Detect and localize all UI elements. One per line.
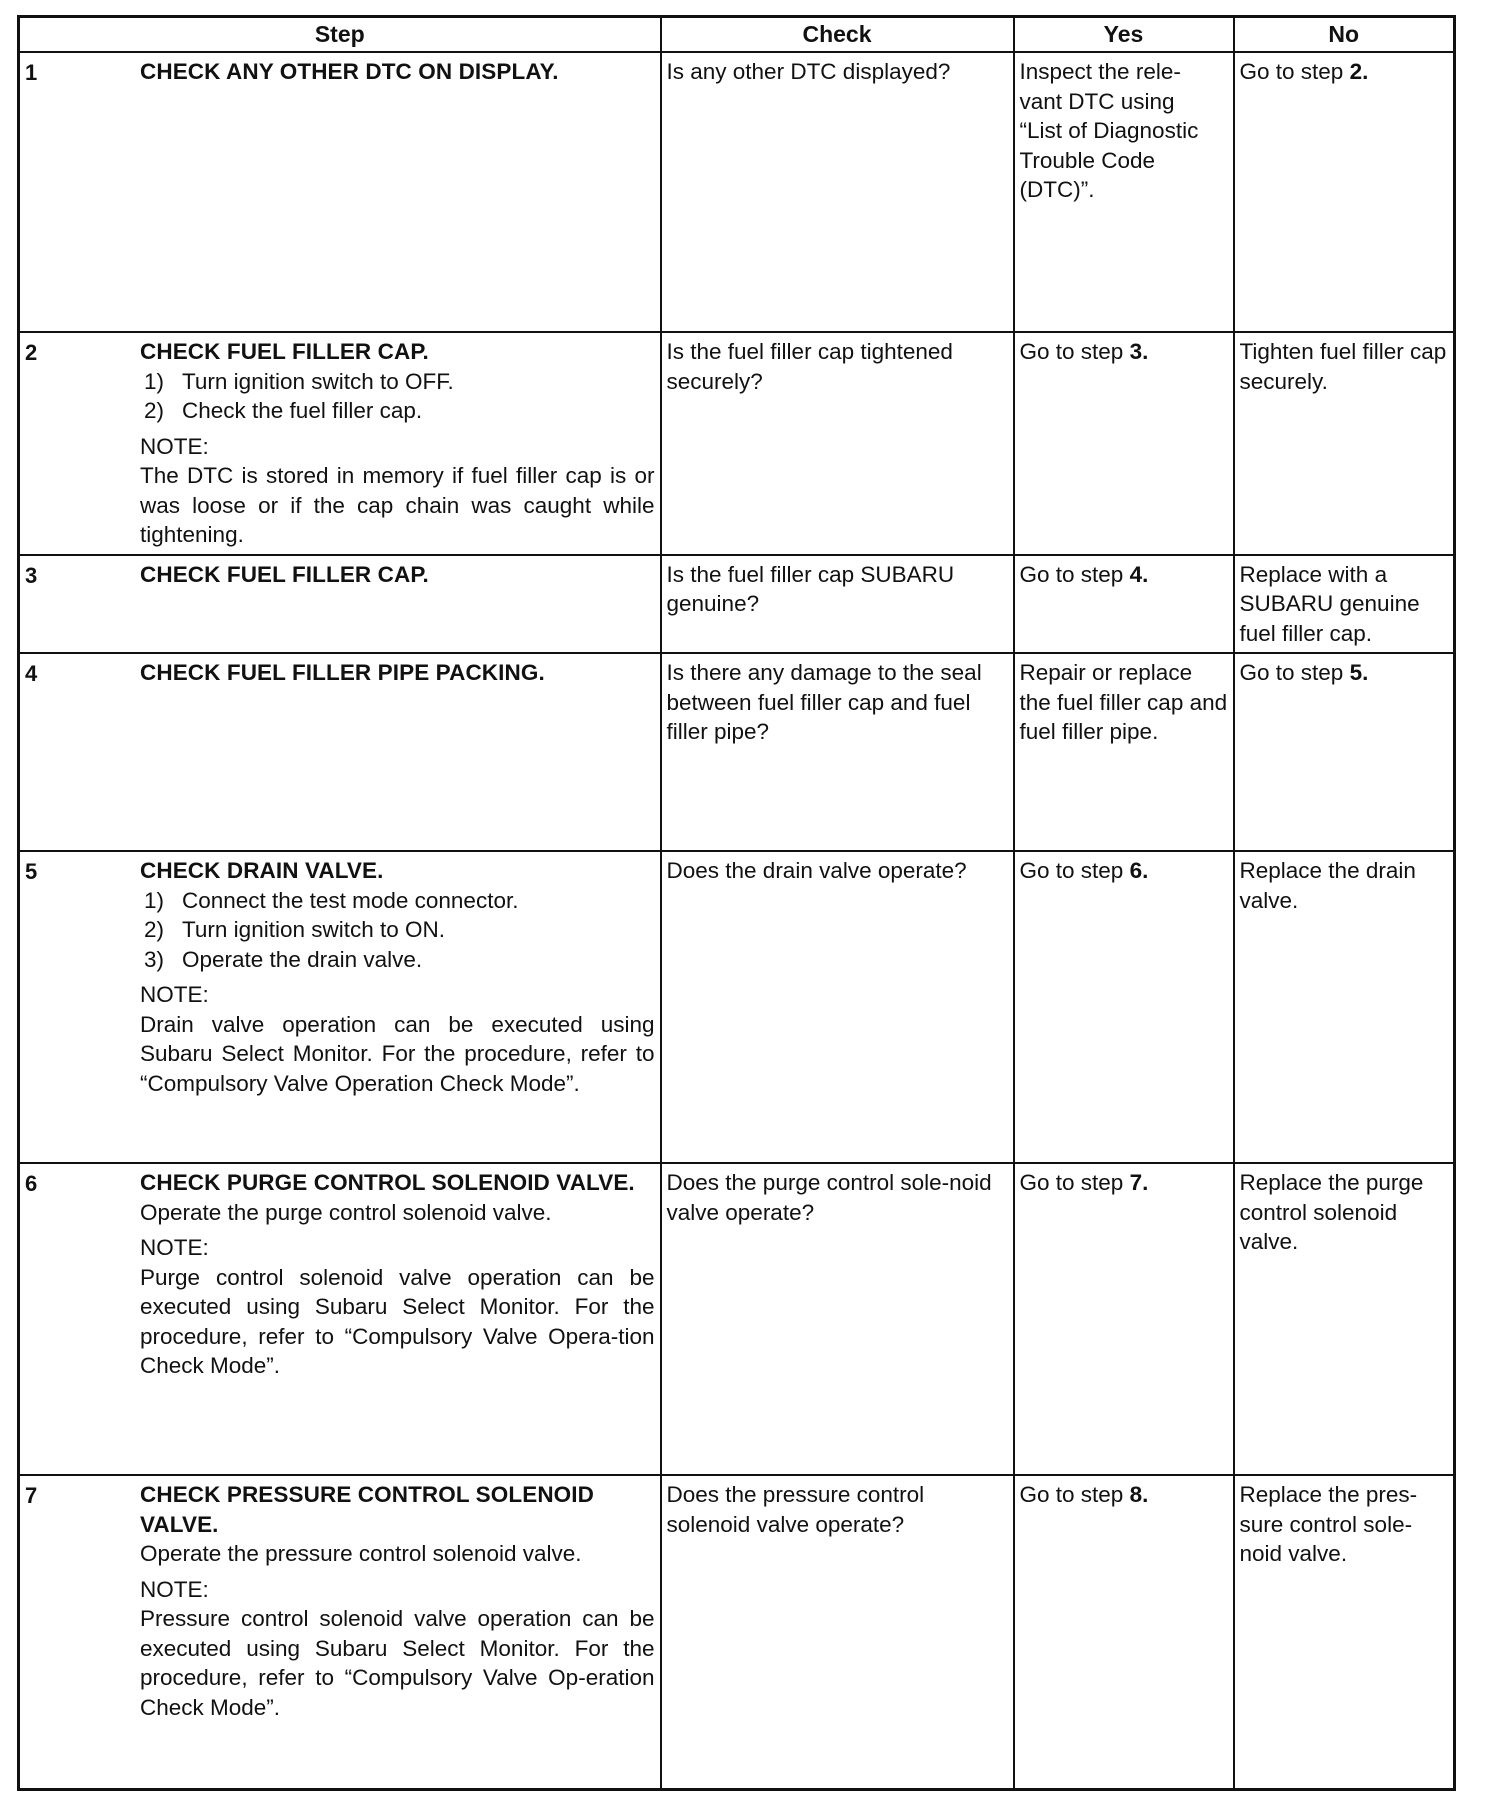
list-item <box>140 915 655 945</box>
goto-step-number: 4. <box>1129 561 1149 587</box>
no-text <box>1235 654 1454 692</box>
step-title: CHECK FUEL FILLER CAP. <box>140 339 429 364</box>
goto-step-number: 5. <box>1349 660 1369 685</box>
step-instruction: Operate the pressure control solenoid valve. <box>140 1541 582 1566</box>
check-cell <box>661 851 1014 1163</box>
goto-prefix: Go to step <box>1239 660 1350 685</box>
table-row <box>19 1475 1455 1789</box>
yes-text <box>1015 333 1233 371</box>
item-text: Operate the drain valve. <box>182 946 423 972</box>
step-instructions <box>140 367 655 426</box>
table-row <box>19 555 1455 654</box>
goto-step-number: 8. <box>1129 1482 1149 1507</box>
goto-prefix: Go to step <box>1019 1170 1130 1195</box>
yes-text: Repair or replace the fuel filler cap and fuel filler pipe. <box>1019 660 1228 744</box>
step-title: CHECK PRESSURE CONTROL SOLENOID VALVE. <box>140 1482 594 1537</box>
step-cell <box>19 332 661 555</box>
note-text: The DTC is stored in memory if fuel filler cap is or was loose or if the cap chain was caught while tightening. <box>140 463 655 547</box>
header-step: Step <box>19 17 661 53</box>
item-number: 1) <box>144 887 165 913</box>
item-text: Turn ignition switch to OFF. <box>182 368 454 394</box>
step-cell <box>19 851 661 1163</box>
step-title: CHECK DRAIN VALVE. <box>140 858 384 883</box>
yes-text <box>1015 1476 1233 1514</box>
step-instruction: Operate the purge control solenoid valve. <box>140 1199 552 1225</box>
note-label: NOTE: <box>140 1576 209 1602</box>
check-cell <box>661 1475 1014 1789</box>
step-instructions <box>140 886 655 975</box>
note-label: NOTE: <box>140 1235 209 1260</box>
yes-text <box>1015 852 1233 890</box>
step-title: CHECK ANY OTHER DTC ON DISPLAY. <box>140 59 559 84</box>
step-number: 3 <box>25 562 38 588</box>
no-cell <box>1234 851 1455 1163</box>
step-number: 7 <box>25 1483 38 1508</box>
yes-text: Inspect the rele- vant DTC using “List of Diagnostic Trouble Code (DTC)”. <box>1019 59 1199 202</box>
yes-text <box>1015 556 1233 594</box>
check-cell <box>661 555 1014 654</box>
yes-cell <box>1014 332 1234 555</box>
goto-prefix: Go to step <box>1019 1482 1130 1507</box>
yes-cell <box>1014 653 1234 851</box>
check-text: Does the pressure control solenoid valve operate? <box>666 1482 925 1537</box>
yes-cell <box>1014 1163 1234 1475</box>
yes-cell <box>1014 52 1234 332</box>
check-cell <box>661 653 1014 851</box>
step-number: 2 <box>25 340 38 365</box>
diagnostic-table <box>17 15 1456 1791</box>
table-row <box>19 1163 1455 1475</box>
goto-prefix: Go to step <box>1019 339 1130 364</box>
step-cell <box>19 52 661 332</box>
no-text: Replace the purge control solenoid valve. <box>1239 1170 1424 1254</box>
item-number: 3) <box>144 946 165 972</box>
table-row <box>19 851 1455 1163</box>
yes-cell <box>1014 555 1234 654</box>
step-title: CHECK FUEL FILLER CAP. <box>140 561 429 587</box>
step-cell <box>19 1475 661 1789</box>
check-cell <box>661 1163 1014 1475</box>
item-text: Check the fuel filler cap. <box>182 398 423 423</box>
list-item <box>140 886 655 916</box>
table-row <box>19 332 1455 555</box>
header-row <box>19 17 1455 53</box>
note-label: NOTE: <box>140 433 209 459</box>
table-row <box>19 653 1455 851</box>
yes-cell <box>1014 1475 1234 1789</box>
check-text: Is the fuel filler cap tightened securely? <box>666 339 953 394</box>
no-cell <box>1234 555 1455 654</box>
step-number: 6 <box>25 1171 38 1196</box>
step-title: CHECK FUEL FILLER PIPE PACKING. <box>140 660 545 685</box>
list-item <box>140 945 655 975</box>
step-cell <box>19 555 661 654</box>
note-label: NOTE: <box>140 982 209 1007</box>
goto-prefix: Go to step <box>1239 59 1350 84</box>
step-number: 1 <box>25 60 38 85</box>
list-item <box>140 396 655 426</box>
no-cell <box>1234 52 1455 332</box>
header-no: No <box>1234 17 1455 53</box>
goto-step-number: 3. <box>1129 339 1149 364</box>
step-number: 4 <box>25 661 38 686</box>
no-cell <box>1234 332 1455 555</box>
item-text: Turn ignition switch to ON. <box>182 917 446 942</box>
no-text: Replace the drain valve. <box>1239 858 1416 913</box>
yes-cell <box>1014 851 1234 1163</box>
check-text: Does the drain valve operate? <box>666 858 967 883</box>
item-number: 2) <box>144 917 165 942</box>
item-number: 2) <box>144 398 165 423</box>
step-cell <box>19 653 661 851</box>
goto-step-number: 6. <box>1129 858 1149 883</box>
check-text: Is any other DTC displayed? <box>666 59 951 84</box>
item-number: 1) <box>144 368 165 394</box>
no-text: Tighten fuel filler cap securely. <box>1239 339 1447 394</box>
check-cell <box>661 332 1014 555</box>
no-cell <box>1234 1163 1455 1475</box>
goto-step-number: 7. <box>1129 1170 1149 1195</box>
check-text: Is there any damage to the seal between fuel filler cap and fuel filler pipe? <box>666 660 982 744</box>
no-text: Replace the pres-sure control sole-noid valve. <box>1239 1482 1418 1566</box>
table-row <box>19 52 1455 332</box>
step-number: 5 <box>25 859 38 884</box>
list-item <box>140 367 655 397</box>
check-text: Does the purge control sole-noid valve operate? <box>666 1170 992 1225</box>
header-yes: Yes <box>1014 17 1234 53</box>
goto-prefix: Go to step <box>1019 561 1130 587</box>
goto-prefix: Go to step <box>1019 858 1130 883</box>
yes-text <box>1015 1164 1233 1202</box>
no-text <box>1235 53 1454 91</box>
step-title: CHECK PURGE CONTROL SOLENOID VALVE. <box>140 1170 635 1195</box>
no-text: Replace with a SUBARU genuine fuel filler cap. <box>1239 561 1420 646</box>
item-text: Connect the test mode connector. <box>182 887 519 913</box>
no-cell <box>1234 1475 1455 1789</box>
note-text: Pressure control solenoid valve operation can be executed using Subaru Select Monitor. For the procedure, refer to “Compulsory Valve Op-eration Check Mode”. <box>140 1606 655 1720</box>
goto-step-number: 2. <box>1349 59 1369 84</box>
note-text: Purge control solenoid valve operation can be executed using Subaru Select Monitor. For the procedure, refer to “Compulsory Valve Opera-tion Check Mode”. <box>140 1264 655 1378</box>
step-cell <box>19 1163 661 1475</box>
check-cell <box>661 52 1014 332</box>
note-text: Drain valve operation can be executed using Subaru Select Monitor. For the procedure, refer to “Compulsory Valve Operation Check Mode”. <box>140 1011 655 1096</box>
header-check: Check <box>661 17 1014 53</box>
no-cell <box>1234 653 1455 851</box>
check-text: Is the fuel filler cap SUBARU genuine? <box>666 561 955 616</box>
